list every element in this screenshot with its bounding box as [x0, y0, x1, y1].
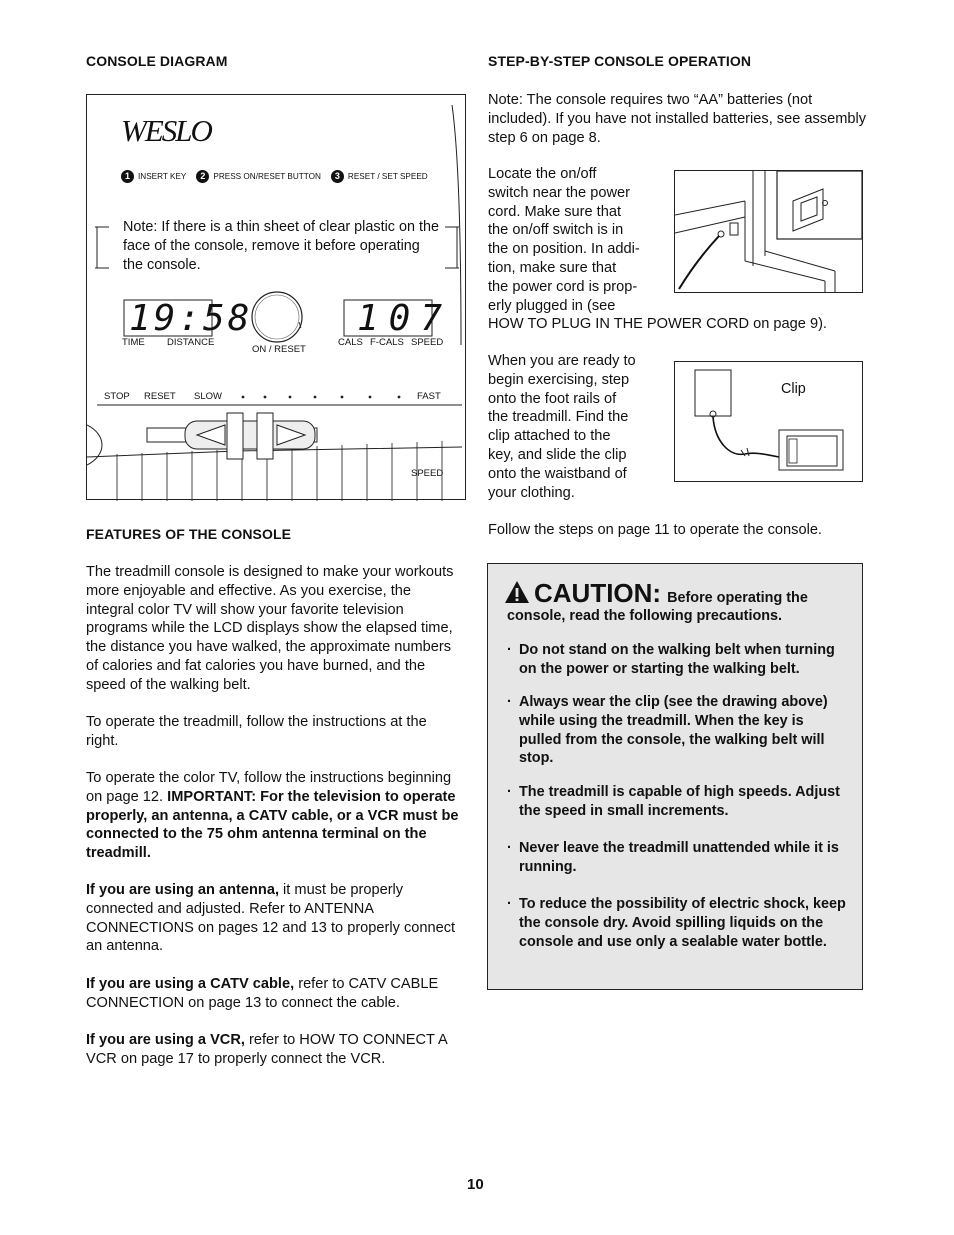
label-speed: SPEED	[411, 337, 444, 348]
step-2-badge: 2	[196, 170, 209, 183]
clip-label: Clip	[781, 381, 806, 397]
battery-note: Note: The console requires two “AA” batteries (not included). If you have not installed batteries, see assembly step 6 on page 8.	[488, 92, 867, 146]
ready-line: begin exercising, step	[488, 371, 630, 388]
label-time: TIME	[122, 337, 145, 348]
para-3-text: To operate the color TV, follow the instructions beginning on page 12.	[86, 770, 452, 805]
locate-line: tion, make sure that	[488, 259, 617, 276]
label-slow: SLOW	[194, 391, 222, 402]
para-5-text: refer to CATV CABLE CONNECTION on page 13 to connect the cable.	[86, 976, 439, 1011]
locate-line: the power cord is prop-	[488, 278, 638, 295]
features-para-6	[86, 1031, 462, 1069]
step-1-badge: 1	[121, 170, 134, 183]
features-para-5	[86, 975, 462, 1013]
caution-bullet-text: Do not stand on the walking belt when turning on the power or starting the walking belt.	[519, 642, 835, 677]
label-speed-bottom: SPEED	[411, 468, 444, 479]
caution-intro-b: console, read the following precautions.	[507, 608, 783, 624]
left-lcd-display: 19:58	[129, 298, 253, 339]
caution-bullet-text: The treadmill is capable of high speeds. Adjust the speed in small increments.	[519, 784, 840, 819]
caution-bullet-text: Always wear the clip (see the drawing above) while using the treadmill. When the key is pulled from the console, the walking belt will stop.	[519, 694, 828, 767]
step-3-badge: 3	[331, 170, 344, 183]
para-6-text: refer to HOW TO CONNECT A VCR on page 17 to properly connect the VCR.	[86, 1032, 447, 1067]
label-distance: DISTANCE	[167, 337, 215, 348]
step-2-label: PRESS ON/RESET BUTTON	[213, 172, 321, 181]
locate-switch-text	[488, 165, 668, 315]
clip-drawing	[675, 362, 862, 481]
features-heading: FEATURES OF THE CONSOLE	[86, 526, 292, 542]
locate-line: cord. Make sure that	[488, 203, 622, 220]
ready-line: the treadmill. Find the	[488, 409, 629, 426]
step-3-label: RESET / SET SPEED	[347, 172, 428, 181]
ready-line: When you are ready to	[488, 353, 636, 369]
ready-line: key, and slide the clip	[488, 446, 627, 463]
caution-intro-a: Before operating the	[667, 590, 808, 606]
caution-bullet: · Always wear the clip (see the drawing above) while using the treadmill. When the key is pulled from the console, the walking belt will stop.	[507, 693, 847, 768]
caution-bullet-text: To reduce the possibility of electric shock, keep the console dry. Avoid spilling liquids on the console and use only a sealable water bottle.	[519, 896, 846, 950]
features-para-2: To operate the treadmill, follow the instructions at the right.	[86, 714, 427, 749]
locate-switch-tail: HOW TO PLUG IN THE POWER CORD on page 9).	[488, 316, 827, 332]
para-5-lead: If you are using a CATV cable,	[86, 976, 295, 992]
caution-title: CAUTION:	[534, 578, 662, 608]
label-reset: RESET	[144, 391, 176, 402]
caution-bullet: · Do not stand on the walking belt when turning on the power or starting the walking belt.	[507, 641, 847, 679]
page-number: 10	[467, 1176, 484, 1193]
locate-line: the on position. In addi-	[488, 241, 640, 258]
console-diagram-heading: CONSOLE DIAGRAM	[86, 53, 228, 69]
power-switch-figure	[674, 170, 863, 293]
label-stop: STOP	[104, 391, 130, 402]
locate-line: the on/off switch is in	[488, 222, 624, 239]
caution-box	[487, 563, 863, 990]
features-para-4	[86, 881, 462, 956]
power-switch-drawing	[675, 171, 862, 292]
ready-line: your clothing.	[488, 484, 575, 501]
brand-logo: WESLO	[121, 113, 211, 148]
right-lcd-display: 107	[357, 298, 453, 339]
step-1-label: INSERT KEY	[138, 172, 187, 181]
locate-line: erly plugged in (see	[488, 297, 616, 314]
caution-header	[504, 578, 808, 609]
label-cals: CALS	[338, 337, 363, 348]
console-note: Note: If there is a thin sheet of clear plastic on the face of the console, remove it before operating the console.	[123, 219, 439, 273]
caution-bullet: · To reduce the possibility of electric shock, keep the console dry. Avoid spilling liquids on the console and use only a sealable water bottle.	[507, 896, 846, 950]
ready-text	[488, 352, 668, 502]
clip-figure	[674, 361, 863, 482]
label-fcals: F-CALS	[370, 337, 404, 348]
features-para-1: The treadmill console is designed to make your workouts more enjoyable and effective. As you exercise, the integral color TV will show your favorite television programs while the LCD displays show the elapsed time, the distance you have walked, the approximate numbers of calories and fat calories you have burned, and the speed of the walking belt.	[86, 564, 454, 693]
para-3-important: IMPORTANT: For the television to operate properly, an antenna, a CATV cable, or a VCR must be connected to the 75 ohm antenna terminal on the treadmill.	[86, 788, 459, 862]
locate-line: switch near the power	[488, 184, 630, 201]
caution-bullet: · Never leave the treadmill unattended while it is running.	[507, 839, 847, 877]
para-4-lead: If you are using an antenna,	[86, 882, 279, 898]
ready-line: onto the foot rails of	[488, 390, 617, 407]
ready-line: clip attached to the	[488, 428, 611, 445]
label-on-reset: ON / RESET	[252, 344, 306, 355]
operation-heading: STEP-BY-STEP CONSOLE OPERATION	[488, 53, 752, 69]
features-para-3	[86, 769, 462, 863]
para-6-lead: If you are using a VCR,	[86, 1032, 245, 1048]
follow-steps-text: Follow the steps on page 11 to operate the console.	[488, 522, 822, 538]
warning-triangle-icon	[504, 580, 530, 604]
ready-line: onto the waistband of	[488, 465, 627, 482]
console-diagram	[86, 94, 466, 500]
locate-line: Locate the on/off	[488, 166, 597, 182]
caution-bullet: · The treadmill is capable of high speeds. Adjust the speed in small increments.	[507, 783, 847, 821]
para-4-text: it must be properly connected and adjusted. Refer to ANTENNA CONNECTIONS on pages 12 and 13 to properly connect an antenna.	[86, 882, 456, 955]
caution-bullet-text: Never leave the treadmill unattended while it is running.	[519, 840, 839, 875]
label-fast: FAST	[417, 391, 441, 402]
